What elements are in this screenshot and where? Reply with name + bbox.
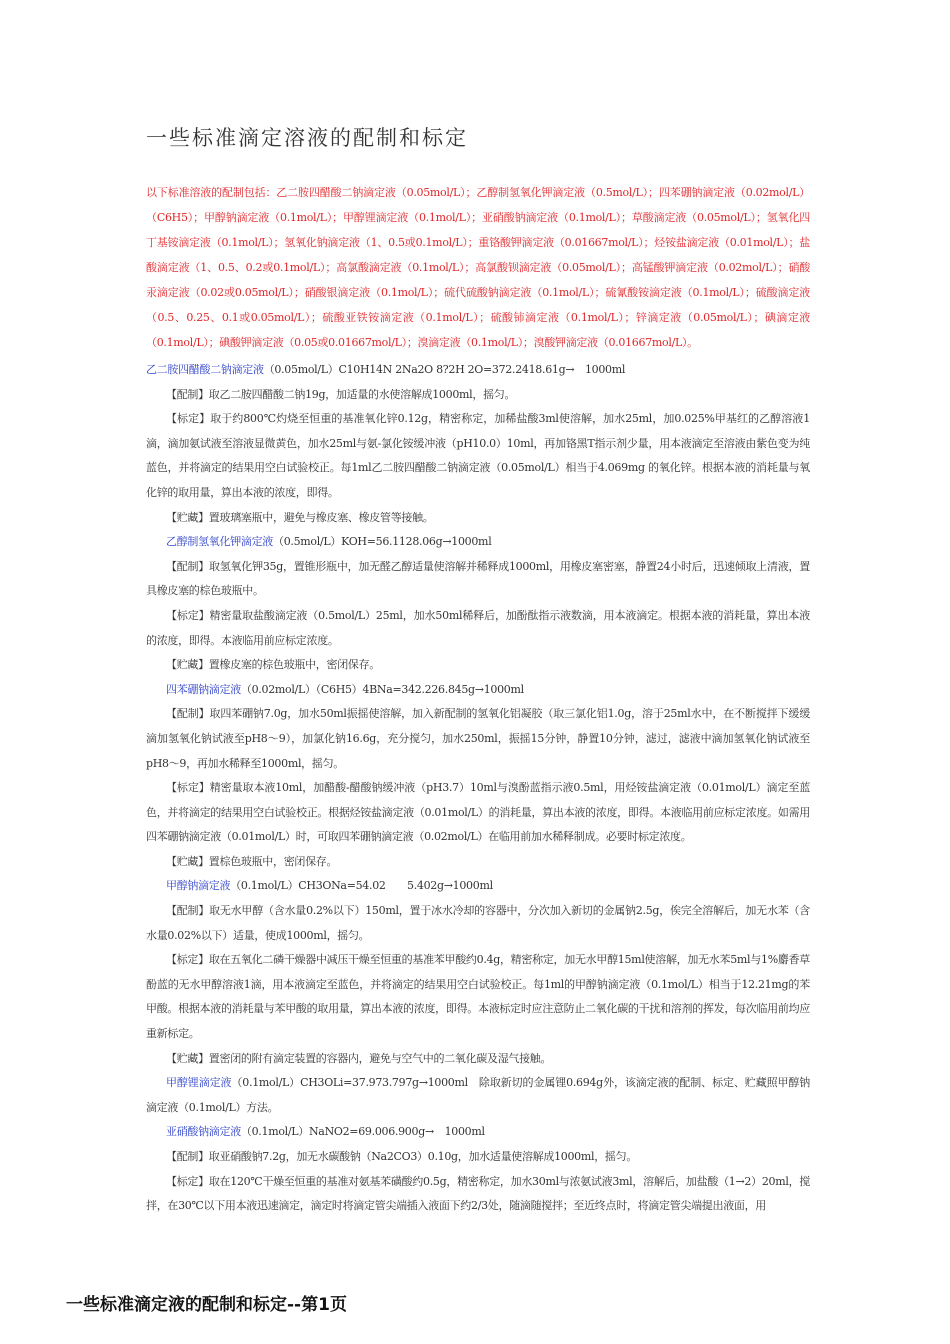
paragraph: 【贮藏】置橡皮塞的棕色玻瓶中，密闭保存。 [166, 658, 380, 672]
document-body [146, 358, 810, 1219]
section-spec: （0.5mol/L）KOH=56.1128.06g→1000ml [273, 535, 492, 549]
paragraph: 【标定】取在五氧化二磷干燥器中减压干燥至恒重的基准苯甲酸约0.4g，精密称定，加无水甲醇15ml使溶解，加无水苯5ml与1%麝香草酚蓝的无水甲醇溶液1滴，用本液滴定至蓝色，并将滴定的结果用空白试验校正。每1ml的甲醇钠滴定液（0.1mol/L）相当于12.21mg的苯甲酸。根据本液的消耗量与苯甲酸的取用量，算出本液的浓度，即得。本液标定时应注意防止二氧化碳的干扰和溶剂的挥发，每次临用前均应重新标定。 [146, 953, 810, 1041]
section-spec: （0.1mol/L）NaNO2=69.006.900g→ 1000ml [240, 1125, 485, 1139]
section-heading [146, 358, 810, 383]
section-name: 甲醇锂滴定液 [166, 1076, 232, 1090]
paragraph: 【配制】取亚硝酸钠7.2g，加无水碳酸钠（Na2CO3）0.10g，加水适量使溶解成1000ml，摇匀。 [166, 1150, 638, 1163]
paragraph: 【贮藏】置密闭的附有滴定装置的容器内，避免与空气中的二氧化碳及湿气接触。 [166, 1051, 552, 1065]
section-name: 亚硝酸钠滴定液 [166, 1125, 241, 1139]
section-spec: （0.02mol/L）（C6H5）4BNa=342.226.845g→1000ml [240, 682, 524, 696]
paragraph: 【标定】取于约800℃灼烧至恒重的基准氧化锌0.12g，精密称定，加稀盐酸3ml使溶解，加水25ml，加0.025%甲基红的乙醇溶液1滴，滴加氨试液至溶液显微黄色，加水25ml与氨-氯化铵缓冲液（pH10.0）10ml，再加铬黑T指示剂少量，用本液滴定至溶液由紫色变为纯蓝色，并将滴定的结果用空白试验校正。每1ml乙二胺四醋酸二钠滴定液（0.05mol/L）相当于4.069mg 的氧化锌。根据本液的消耗量与氧化锌的取用量，算出本液的浓度，即得。 [146, 412, 810, 499]
section-heading [146, 678, 810, 703]
section-heading [146, 1120, 810, 1145]
section-spec: （0.05mol/L）C10H14N 2Na2O 8?2H 2O=372.2418.61g→ 1000ml [263, 363, 626, 376]
paragraph: 【标定】精密量取盐酸滴定液（0.5mol/L）25ml，加水50ml稀释后，加酚酞指示液数滴，用本液滴定。根据本液的消耗量，算出本液的浓度，即得。本液临用前应标定浓度。 [146, 608, 810, 647]
section-name: 甲醇钠滴定液 [166, 879, 231, 893]
paragraph: 【标定】精密量取本液10ml，加醋酸-醋酸钠缓冲液（pH3.7）10ml与溴酚蓝指示液0.5ml，用烃铵盐滴定液（0.01mol/L）滴定至蓝色，并将滴定的结果用空白试验校正。根据烃铵盐滴定液（0.01mol/L）的消耗量，算出本液的浓度，即得。本液临用前应标定浓度。如需用四苯硼钠滴定液（0.01mol/L）时，可取四苯硼钠滴定液（0.02mol/L）在临用前加水稀释制成。必要时标定浓度。 [146, 781, 810, 844]
paragraph: 【标定】取在120℃干燥至恒重的基准对氨基苯磺酸约0.5g，精密称定，加水30ml与浓氨试液3ml，溶解后，加盐酸（1→2）20ml，搅拌，在30℃以下用本液迅速滴定，滴定时将滴定管尖端插入液面下约2/3处，随滴随搅拌；至近终点时，将滴定管尖端提出液面，用 [146, 1174, 810, 1213]
paragraph: 【贮藏】置玻璃塞瓶中，避免与橡皮塞、橡皮管等接触。 [166, 510, 434, 524]
paragraph: 【配制】取氢氧化钾35g，置锥形瓶中，加无醛乙醇适量使溶解并稀释成1000ml，用橡皮塞密塞，静置24小时后，迅速倾取上清液，置具橡皮塞的棕色玻瓶中。 [146, 559, 810, 598]
page-footer: 一些标准滴定液的配制和标定--第1页 [66, 1295, 347, 1315]
section-spec: （0.1mol/L）CH3ONa=54.02 5.402g→1000ml [230, 879, 493, 893]
section-heading [146, 1071, 810, 1120]
paragraph: 【配制】取乙二胺四醋酸二钠19g，加适量的水使溶解成1000ml，摇匀。 [166, 387, 516, 401]
paragraph: 【配制】取四苯硼钠7.0g，加水50ml振摇使溶解，加入新配制的氢氧化铝凝胶（取三氯化铝1.0g，溶于25ml水中，在不断搅拌下缓缓滴加氢氧化钠试液至pH8～9），加氯化钠16.6g，充分搅匀，加水250ml，振摇15分钟，静置10分钟，滤过，滤液中滴加氢氧化钠试液至pH8～9，再加水稀释至1000ml，摇匀。 [146, 707, 810, 770]
section-name: 乙二胺四醋酸二钠滴定液 [146, 363, 264, 376]
intro-paragraph: 以下标准溶液的配制包括：乙二胺四醋酸二钠滴定液（0.05mol/L）；乙醇制氢氧化钾滴定液（0.5mol/L）；四苯硼钠滴定液（0.02mol/L）（C6H5）；甲醇钠滴定液（0.1mol/L）；甲醇锂滴定液（0.1mol/L）；亚硝酸钠滴定液（0.1mol/L）；草酸滴定液（0.05mol/L）；氢氧化四丁基铵滴定液（0.1mol/L）；氢氧化钠滴定液（1、0.5或0.1mol/L）；重铬酸钾滴定液（0.01667mol/L）；烃铵盐滴定液（0.01mol/L）；盐酸滴定液（1、0.5、0.2或0.1mol/L）；高氯酸滴定液（0.1mol/L）；高氯酸钡滴定液（0.05mol/L）；高锰酸钾滴定液（0.02mol/L）；硝酸汞滴定液（0.02或0.05mol/L）；硝酸银滴定液（0.1mol/L）；硫代硫酸钠滴定液（0.1mol/L）；硫氰酸铵滴定液（0.1mol/L）；硫酸滴定液（0.5、0.25、0.1或0.05mol/L）；硫酸亚铁铵滴定液（0.1mol/L）；硫酸铈滴定液（0.1mol/L）；锌滴定液（0.05mol/L）；碘滴定液（0.1mol/L）；碘酸钾滴定液（0.05或0.01667mol/L）；溴滴定液（0.1mol/L）；溴酸钾滴定液（0.01667mol/L）。 [146, 186, 810, 349]
paragraph: 【贮藏】置棕色玻瓶中，密闭保存。 [166, 854, 338, 868]
section-name: 乙醇制氢氧化钾滴定液 [166, 535, 273, 549]
page-title: 一些标准滴定溶液的配制和标定 [146, 126, 468, 150]
section-spec: （0.1mol/L）CH3OLi=37.973.797g→1000ml 除取新切的金属锂0.694g外，该滴定液的配制、标定、贮藏照甲醇钠滴定液（0.1mol/L）方法。 [146, 1076, 810, 1114]
section-name: 四苯硼钠滴定液 [166, 682, 241, 696]
section-heading [146, 530, 810, 555]
paragraph: 【配制】取无水甲醇（含水量0.2%以下）150ml，置于冰水冷却的容器中，分次加入新切的金属钠2.5g，俟完全溶解后，加无水苯（含水量0.02%以下）适量，使成1000ml，摇匀。 [146, 904, 810, 942]
section-heading [146, 874, 810, 899]
